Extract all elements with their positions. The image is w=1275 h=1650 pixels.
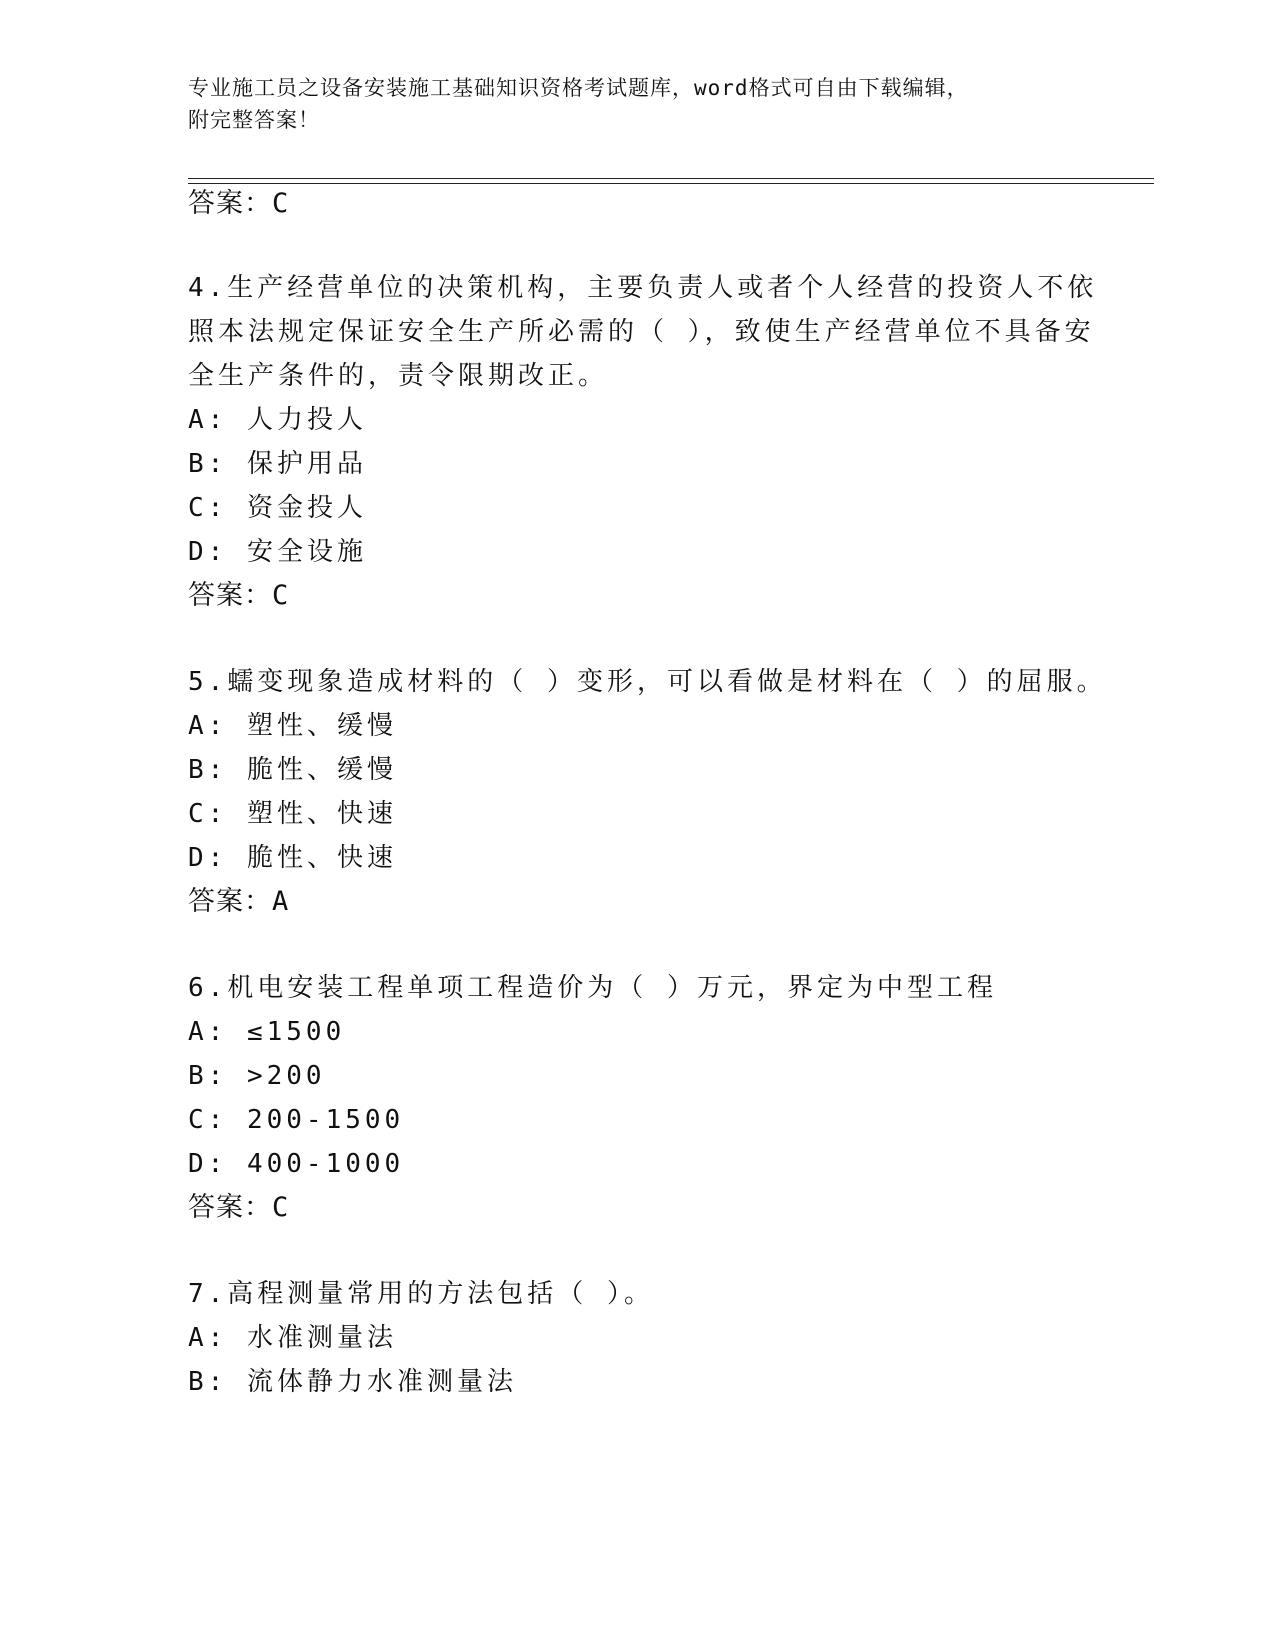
answer-label: 答案：: [188, 580, 272, 611]
question-text-line: 照本法规定保证安全生产所必需的（ ），致使生产经营单位不具备安: [188, 317, 1095, 347]
option-a: A: 人力投人: [188, 405, 367, 435]
question-text-line: 5.蠕变现象造成材料的（ ）变形，可以看做是材料在（ ）的屈服。: [188, 667, 1107, 697]
option-c: C: 资金投人: [188, 493, 367, 523]
answer-value: A: [272, 886, 290, 917]
answer-value: C: [272, 1192, 290, 1223]
option-a: A: ≤1500: [188, 1017, 346, 1047]
header-rule-top: [188, 178, 1154, 179]
answer-line: [188, 886, 289, 918]
option-d: D: 脆性、快速: [188, 843, 397, 873]
answer-label: 答案：: [188, 1192, 272, 1223]
header-rule-bottom: [188, 183, 1154, 184]
option-c: C: 200-1500: [188, 1105, 405, 1135]
option-d: D: 400-1000: [188, 1149, 405, 1179]
header-line-1: 专业施工员之设备安装施工基础知识资格考试题库，word格式可自由下载编辑，: [188, 76, 969, 100]
answer-value: C: [272, 580, 290, 611]
option-a: A: 塑性、缓慢: [188, 711, 397, 741]
answer-line: [188, 1192, 289, 1224]
answer-value: C: [272, 188, 290, 219]
option-d: D: 安全设施: [188, 537, 367, 567]
option-b: B: 流体静力水准测量法: [188, 1367, 517, 1397]
option-b: B: >200: [188, 1061, 326, 1091]
header-line-2: 附完整答案！: [188, 108, 320, 132]
question-text-line: 全生产条件的，责令限期改正。: [188, 361, 609, 391]
option-b: B: 脆性、缓慢: [188, 755, 397, 785]
option-a: A: 水准测量法: [188, 1323, 397, 1353]
option-b: B: 保护用品: [188, 449, 367, 479]
answer-line: [188, 188, 289, 220]
answer-label: 答案：: [188, 188, 272, 219]
option-c: C: 塑性、快速: [188, 799, 397, 829]
answer-label: 答案：: [188, 886, 272, 917]
answer-line: [188, 580, 289, 612]
question-text-line: 4.生产经营单位的决策机构，主要负责人或者个人经营的投资人不依: [188, 273, 1098, 303]
question-text-line: 6.机电安装工程单项工程造价为（ ）万元，界定为中型工程: [188, 973, 997, 1003]
question-text-line: 7.高程测量常用的方法包括（ ）。: [188, 1279, 654, 1309]
document-header: [188, 72, 1088, 136]
